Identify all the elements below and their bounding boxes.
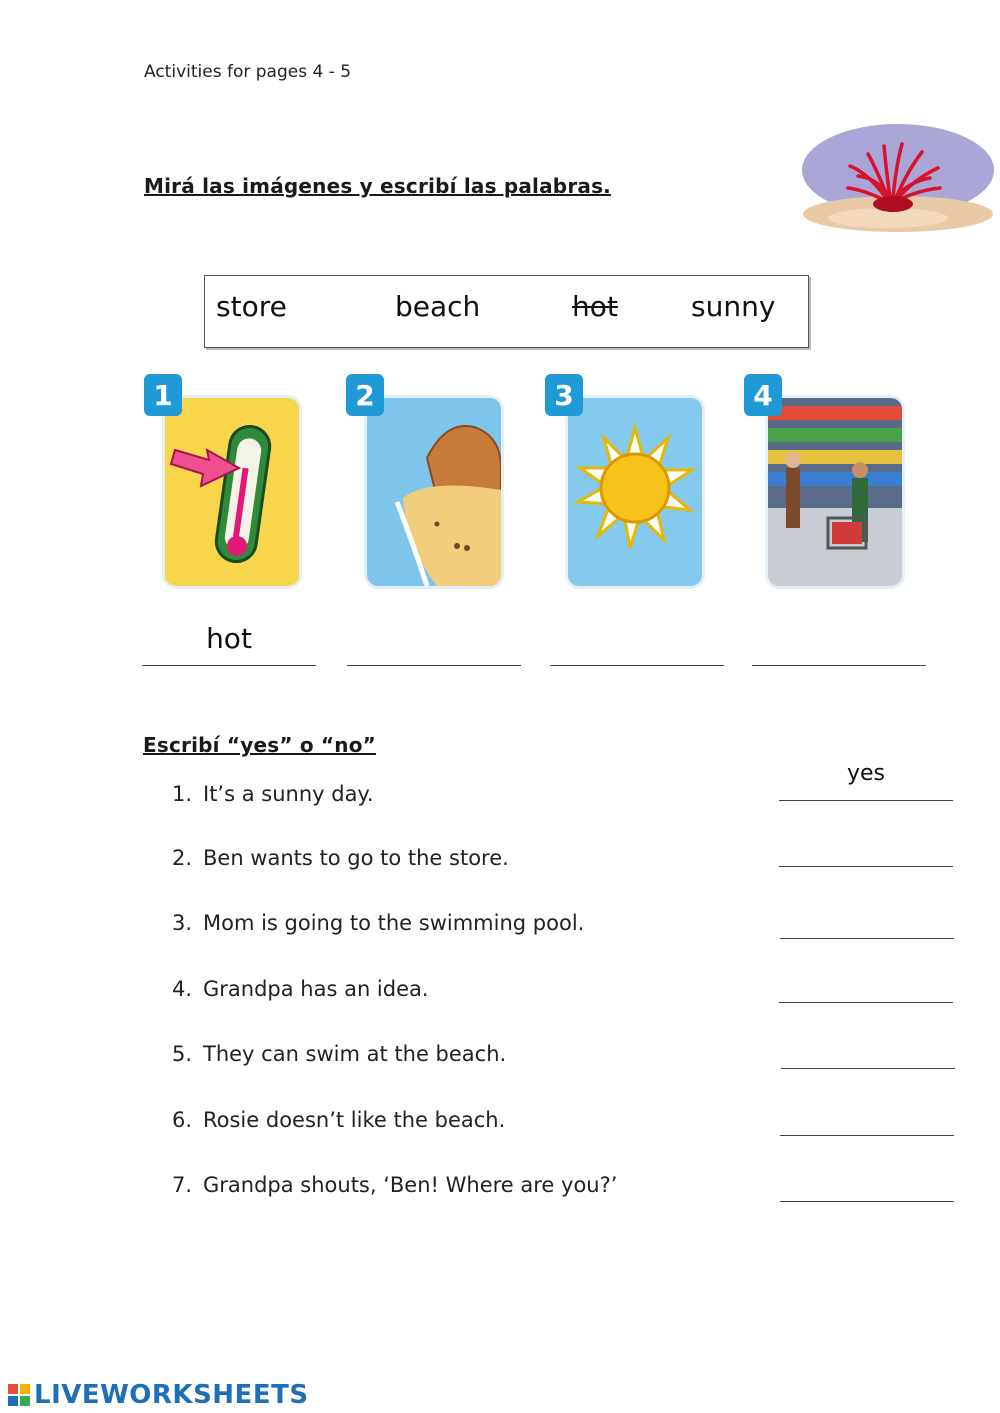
question-item xyxy=(172,1108,505,1132)
liveworksheets-logo-text: LIVEWORKSHEETS xyxy=(34,1380,309,1410)
question-number: 2. xyxy=(172,846,193,870)
yes-no-answer-line xyxy=(780,1135,954,1136)
question-text: Ben wants to go to the store. xyxy=(203,846,509,870)
liveworksheets-logo-icon xyxy=(8,1384,30,1406)
word-bank-item-struck: hot xyxy=(572,290,618,323)
yes-no-answer-line xyxy=(779,1002,953,1003)
card-number-badge: 3 xyxy=(545,374,583,416)
question-number: 4. xyxy=(172,977,193,1001)
question-item xyxy=(172,1173,617,1197)
card-answer-line xyxy=(752,665,926,666)
yes-no-answer-line xyxy=(780,1201,954,1202)
yes-no-answer-1[interactable]: yes xyxy=(846,761,886,786)
question-text: They can swim at the beach. xyxy=(203,1042,507,1066)
question-number: 6. xyxy=(172,1108,193,1132)
card-answer-1[interactable]: hot xyxy=(206,622,252,655)
question-number: 5. xyxy=(172,1042,193,1066)
store-icon xyxy=(765,395,905,589)
question-item xyxy=(172,782,374,806)
card-number-badge: 1 xyxy=(144,374,182,416)
card-number-badge: 4 xyxy=(744,374,782,416)
word-bank xyxy=(204,275,809,348)
word-bank-item: sunny xyxy=(691,290,776,323)
liveworksheets-logo xyxy=(8,1380,309,1410)
question-item xyxy=(172,1042,506,1066)
question-number: 1. xyxy=(172,782,193,806)
question-number: 7. xyxy=(172,1173,193,1197)
yes-no-answer-line xyxy=(779,800,953,801)
question-item xyxy=(172,846,509,870)
word-bank-item: beach xyxy=(395,290,481,323)
question-item xyxy=(172,977,429,1001)
header-note: Activities for pages 4 - 5 xyxy=(144,62,352,82)
question-item xyxy=(172,911,584,935)
word-bank-item: store xyxy=(216,290,287,323)
question-text: Mom is going to the swimming pool. xyxy=(203,911,585,935)
yes-no-answer-line xyxy=(780,938,954,939)
yes-no-answer-line xyxy=(781,1068,955,1069)
question-text: Grandpa shouts, ‘Ben! Where are you?’ xyxy=(203,1173,618,1197)
section1-instruction: Mirá las imágenes y escribí las palabras. xyxy=(144,174,611,198)
yes-no-answer-line xyxy=(779,866,953,867)
card-answer-line xyxy=(347,665,521,666)
card-answer-line xyxy=(550,665,724,666)
card-number-badge: 2 xyxy=(346,374,384,416)
question-text: Rosie doesn’t like the beach. xyxy=(203,1108,506,1132)
question-text: Grandpa has an idea. xyxy=(203,977,429,1001)
thermometer-icon xyxy=(162,395,302,589)
card-answer-line xyxy=(142,665,316,666)
question-text: It’s a sunny day. xyxy=(203,782,374,806)
sea-anemone-illustration xyxy=(798,118,998,236)
beach-icon xyxy=(364,395,504,589)
question-number: 3. xyxy=(172,911,193,935)
sun-icon xyxy=(565,395,705,589)
section2-instruction: Escribí “yes” o “no” xyxy=(143,733,377,757)
